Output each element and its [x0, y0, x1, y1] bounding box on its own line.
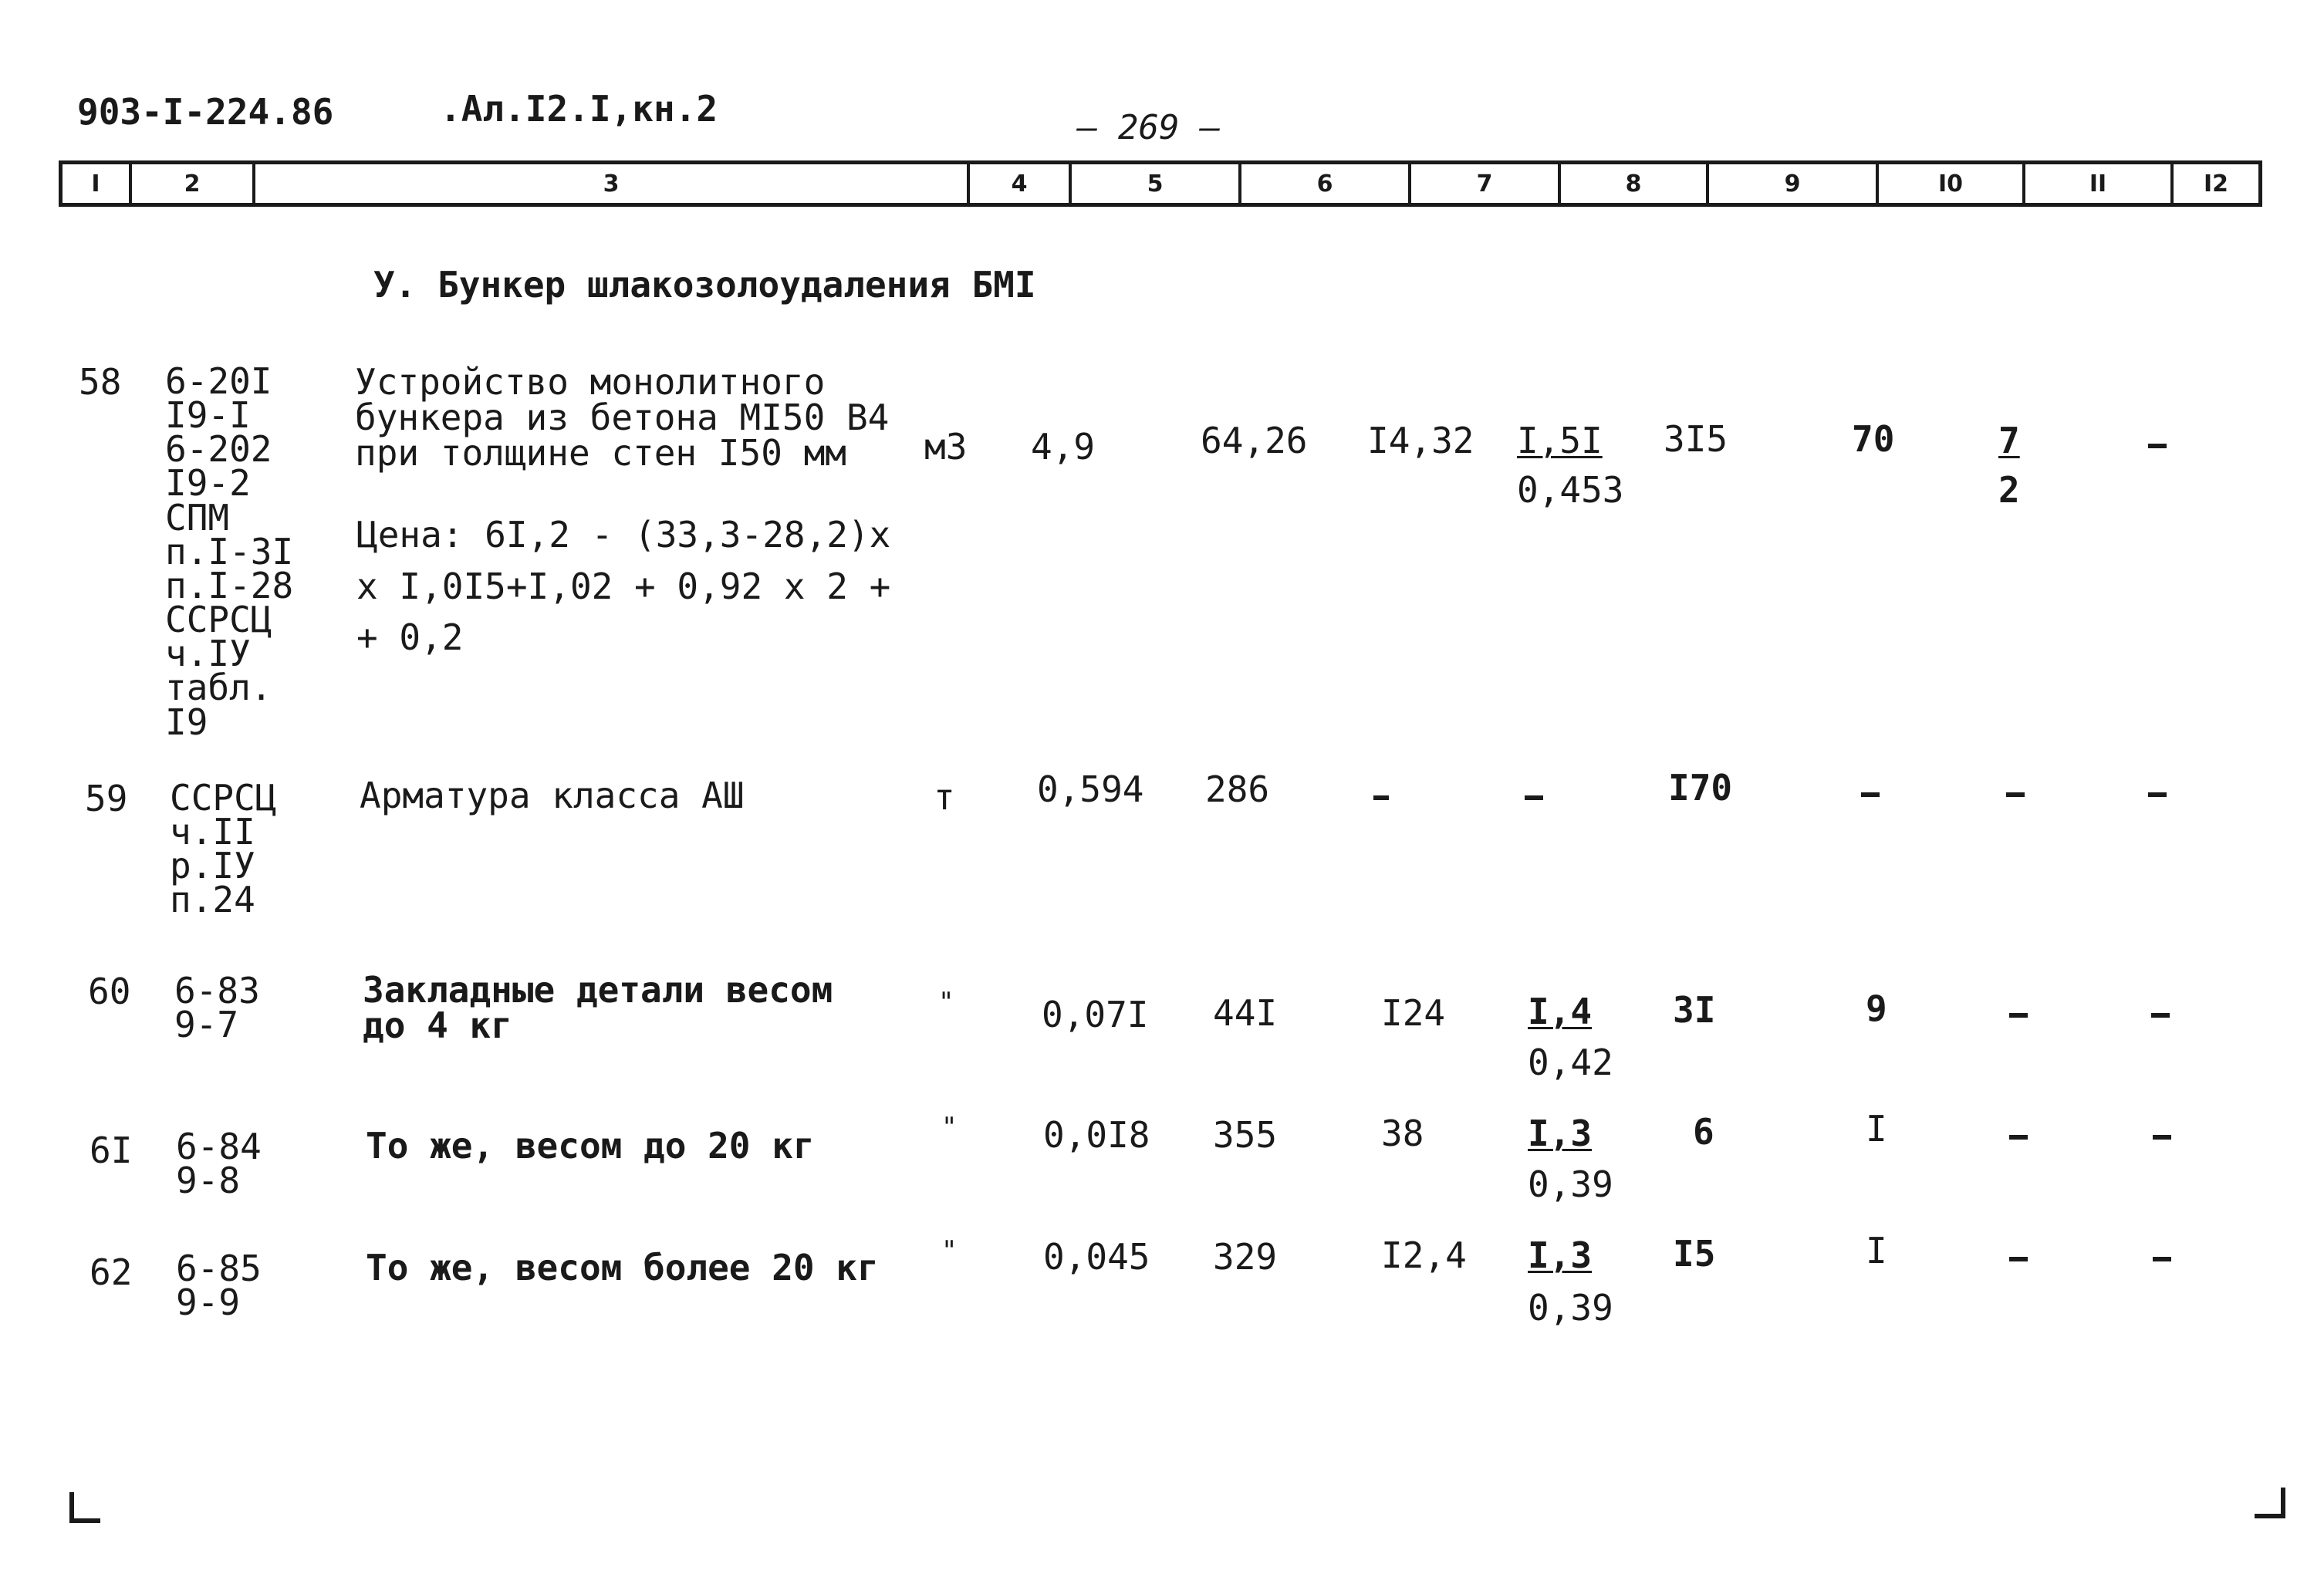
- norm-code: [170, 777, 277, 921]
- column-number-2: 2: [132, 164, 255, 203]
- norm-code: [165, 360, 294, 743]
- norm-code-line: ч.IУ: [165, 633, 251, 675]
- column-9-value: 3I: [1673, 989, 1716, 1031]
- description-line: до 4 кг: [363, 1005, 512, 1046]
- column-7-dash: [1373, 789, 1389, 803]
- quantity: 0,0I8: [1043, 1114, 1150, 1156]
- column-number-7: 7: [1411, 164, 1561, 203]
- norm-code-line: 9-9: [176, 1282, 241, 1324]
- unit: т: [934, 776, 955, 818]
- row-number: 58: [79, 361, 122, 403]
- description-line: Арматура класса АШ: [360, 775, 745, 816]
- column-11-dash: [2009, 1006, 2028, 1021]
- price-calculation-line: Цена: 6I,2 - (33,3-28,2)х: [356, 514, 891, 556]
- description-line: Устройство монолитного: [355, 361, 826, 403]
- row-number: 62: [90, 1251, 133, 1293]
- norm-code-line: I9: [165, 701, 208, 743]
- price-calculation-line: + 0,2: [356, 616, 464, 659]
- norm-code-line: СПМ: [165, 496, 230, 539]
- column-10-value: 9: [1866, 988, 1887, 1029]
- work-description: [366, 1247, 879, 1288]
- work-description: [360, 775, 745, 816]
- description-line: Закладные детали весом: [363, 969, 833, 1011]
- norm-code-line: табл.: [165, 667, 272, 709]
- column-number-4: 4: [970, 164, 1072, 203]
- norm-code-line: I9-I: [165, 394, 251, 437]
- column-8-denominator: 0,39: [1528, 1287, 1613, 1329]
- norm-code-line: ССРСЦ: [165, 599, 272, 641]
- column-10-value: I: [1866, 1230, 1887, 1271]
- unit-ditto-mark: ": [941, 1235, 958, 1266]
- norm-code-line: I9-2: [165, 462, 251, 505]
- column-10-dash: [1861, 785, 1880, 800]
- column-8-denominator: 0,39: [1528, 1163, 1613, 1205]
- norm-code-line: п.I-28: [165, 564, 294, 606]
- column-8-denominator: 0,453: [1517, 469, 1624, 511]
- column-9-value: I5: [1673, 1233, 1716, 1275]
- quantity: 0,045: [1043, 1236, 1150, 1278]
- column-11-numerator: 7: [1998, 420, 2020, 461]
- norm-code-line: п.I-3I: [165, 530, 294, 572]
- column-12-dash: [2151, 1006, 2170, 1021]
- column-9-value: 6: [1693, 1111, 1714, 1153]
- unit: м3: [924, 426, 968, 468]
- quantity: 0,07I: [1042, 994, 1149, 1035]
- bottom-right-corner-mark: [2255, 1488, 2285, 1518]
- document-code: 903-I-224.86: [77, 91, 334, 133]
- column-12-dash: [2148, 437, 2167, 451]
- unit-ditto-mark: ": [938, 987, 954, 1018]
- norm-code-line: ч.II: [170, 811, 255, 853]
- work-description: [355, 361, 890, 474]
- norm-code: [176, 1248, 262, 1324]
- norm-code-line: 9-7: [174, 1004, 239, 1046]
- column-number-8: 8: [1561, 164, 1709, 203]
- column-6-value: 64,26: [1201, 420, 1308, 461]
- quantity: 0,594: [1037, 768, 1144, 810]
- norm-code-line: 6-84: [176, 1126, 262, 1167]
- price-calculation: [356, 509, 890, 664]
- column-number-6: 6: [1241, 164, 1411, 203]
- unit-ditto-mark: ": [941, 1112, 958, 1143]
- column-number-3: 3: [255, 164, 970, 203]
- column-9-value: I70: [1668, 767, 1733, 809]
- section-title: У. Бункер шлакозолоудаления БМI: [373, 264, 1036, 306]
- column-12-dash: [2148, 785, 2167, 800]
- column-number-5: 5: [1072, 164, 1241, 203]
- column-12-dash: [2153, 1128, 2171, 1143]
- quantity: 4,9: [1031, 426, 1096, 468]
- column-number-12: I2: [2203, 170, 2229, 198]
- column-8-numerator: I,3: [1528, 1234, 1593, 1276]
- norm-code-line: 6-83: [174, 970, 260, 1011]
- column-6-value: 286: [1205, 768, 1270, 810]
- norm-code-line: ССРСЦ: [170, 777, 277, 819]
- column-number-bar: [59, 160, 2262, 207]
- column-7-value: I24: [1381, 992, 1446, 1034]
- norm-code-line: р.IУ: [170, 845, 255, 887]
- norm-code-line: 6-85: [176, 1248, 262, 1289]
- column-11-dash: [2006, 785, 2025, 800]
- column-11-dash: [2009, 1128, 2028, 1143]
- column-number-10: I0: [1879, 164, 2025, 203]
- price-calculation-line: х I,0I5+I,02 + 0,92 х 2 +: [356, 565, 891, 607]
- column-8-denominator: 0,42: [1528, 1042, 1613, 1083]
- column-7-value: I2,4: [1381, 1234, 1467, 1276]
- description-line: бункера из бетона МI50 В4: [355, 397, 890, 438]
- album-reference: .Ал.I2.I,кн.2: [440, 88, 718, 130]
- description-line: То же, весом до 20 кг: [366, 1125, 815, 1167]
- column-8-dash: [1525, 789, 1543, 803]
- column-number-11: II: [2025, 164, 2174, 203]
- column-10-value: 70: [1852, 418, 1895, 460]
- norm-code-line: п.24: [170, 879, 255, 921]
- column-12-dash: [2153, 1250, 2171, 1265]
- bottom-left-corner-mark: [69, 1492, 100, 1523]
- norm-code-line: 9-8: [176, 1160, 241, 1202]
- page-number: — 269 —: [1077, 108, 1221, 147]
- column-8-numerator: I,5I: [1517, 420, 1603, 461]
- column-number-9: 9: [1709, 164, 1879, 203]
- column-6-value: 355: [1213, 1114, 1278, 1156]
- work-description: [363, 969, 833, 1046]
- row-number: 59: [85, 778, 128, 819]
- column-11-denominator: 2: [1998, 469, 2020, 511]
- column-7-value: 38: [1381, 1113, 1424, 1154]
- column-6-value: 44I: [1213, 992, 1278, 1034]
- column-7-value: I4,32: [1367, 420, 1474, 461]
- work-description: [366, 1125, 815, 1167]
- column-6-value: 329: [1213, 1236, 1278, 1278]
- norm-code: [176, 1126, 262, 1202]
- column-11-dash: [2009, 1250, 2028, 1265]
- row-number: 60: [88, 971, 131, 1012]
- norm-code-line: 6-202: [165, 428, 272, 471]
- norm-code: [174, 970, 260, 1046]
- column-9-value: 3I5: [1664, 418, 1728, 460]
- row-number: 6I: [90, 1130, 133, 1171]
- column-8-numerator: I,3: [1528, 1113, 1593, 1154]
- description-line: То же, весом более 20 кг: [366, 1247, 879, 1288]
- column-number-1: I: [62, 164, 132, 203]
- column-10-value: I: [1866, 1108, 1887, 1150]
- description-line: при толщине стен I50 мм: [355, 432, 846, 474]
- norm-code-line: 6-20I: [165, 360, 272, 402]
- column-8-numerator: I,4: [1528, 991, 1593, 1032]
